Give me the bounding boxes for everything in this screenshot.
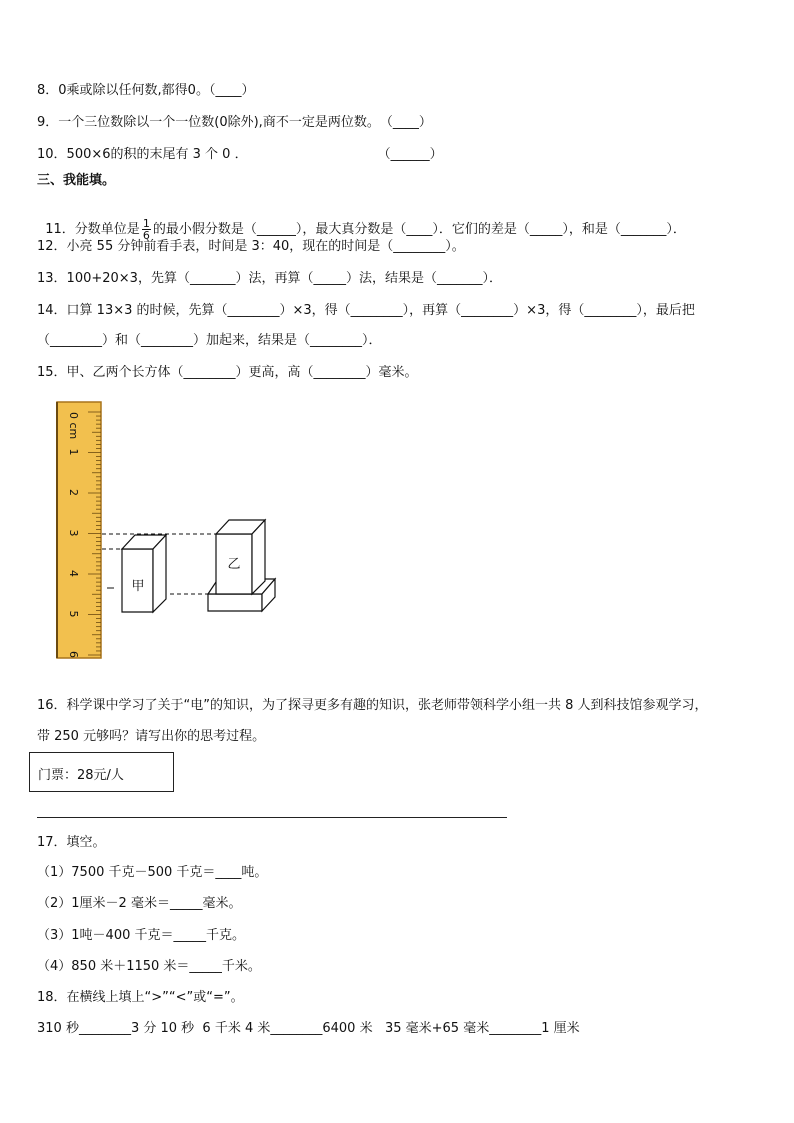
ticket-price-text: 门票：28元/人: [38, 768, 124, 783]
section-heading: 三、我能填。: [37, 173, 116, 188]
question-12: 12．小亮 55 分钟前看手表，时间是 3：40，现在的时间是（________）。: [37, 239, 465, 254]
q11-prefix: 11．分数单位是: [45, 222, 140, 237]
question-18: 18．在横线上填上“>”“<”或“=”。: [37, 990, 244, 1005]
fraction-numerator: 1: [142, 217, 150, 230]
question-17-2: （2）1厘米－2 毫米＝_____毫米。: [37, 896, 242, 911]
fraction-denominator: 6: [142, 229, 150, 242]
question-16-line1: 16．科学课中学习了关于“电”的知识，为了探寻更多有趣的知识，张老师带领科学小组一共 8 人到科技馆参观学习，: [37, 698, 708, 713]
question-17-1: （1）7500 千克－500 千克＝____吨。: [37, 865, 268, 880]
question-8: 8．0乘或除以任何数,都得0。（____）: [37, 83, 255, 98]
ruler-number: 6: [67, 651, 80, 658]
question-18-items: 310 秒________3 分 10 秒 6 千米 4 米________6400 米 35 毫米+65 毫米________1 厘米: [37, 1021, 580, 1036]
answer-line: [37, 817, 507, 818]
ruler-unit-label: 0 cm: [67, 412, 80, 440]
question-17: 17．填空。: [37, 835, 106, 850]
ruler-number: 4: [67, 570, 80, 577]
question-17-4: （4）850 米＋1150 米＝_____千米。: [37, 959, 261, 974]
ruler-number: 5: [67, 610, 80, 618]
question-16-line2: 带 250 元够吗？请写出你的思考过程。: [37, 729, 266, 744]
question-17-3: （3）1吨－400 千克＝_____千克。: [37, 928, 245, 943]
q11-suffix: 的最小假分数是（______），最大真分数是（____）．它们的差是（_____），和是（_______）．: [152, 222, 686, 237]
ruler-number: 2: [67, 489, 80, 496]
box-a: [122, 535, 166, 612]
ruler-number: 3: [67, 529, 80, 537]
ticket-price-box: [29, 752, 174, 792]
question-13: 13．100+20×3，先算（_______）法，再算（_____）法，结果是（_______）．: [37, 271, 502, 286]
ruler-box-figure: [50, 398, 290, 660]
question-15: 15．甲、乙两个长方体（________）更高，高（________）毫米。: [37, 365, 418, 380]
question-14-line2: （________）和（________）加起来，结果是（________）．: [37, 333, 382, 348]
box-b-label: 乙: [227, 557, 241, 572]
ruler-number: 1: [67, 448, 80, 456]
question-10: 10．500×6的积的末尾有 3 个 0 ． （______）: [37, 147, 443, 162]
question-9: 9．一个三位数除以一个一位数(0除外),商不一定是两位数。 （____）: [37, 115, 432, 130]
box-a-label: 甲: [131, 579, 145, 594]
question-11: [37, 200, 686, 241]
question-14-line1: 14．口算 13×3 的时候，先算（________）×3，得（________），再算（________）×3，得（________），最后把: [37, 303, 695, 318]
